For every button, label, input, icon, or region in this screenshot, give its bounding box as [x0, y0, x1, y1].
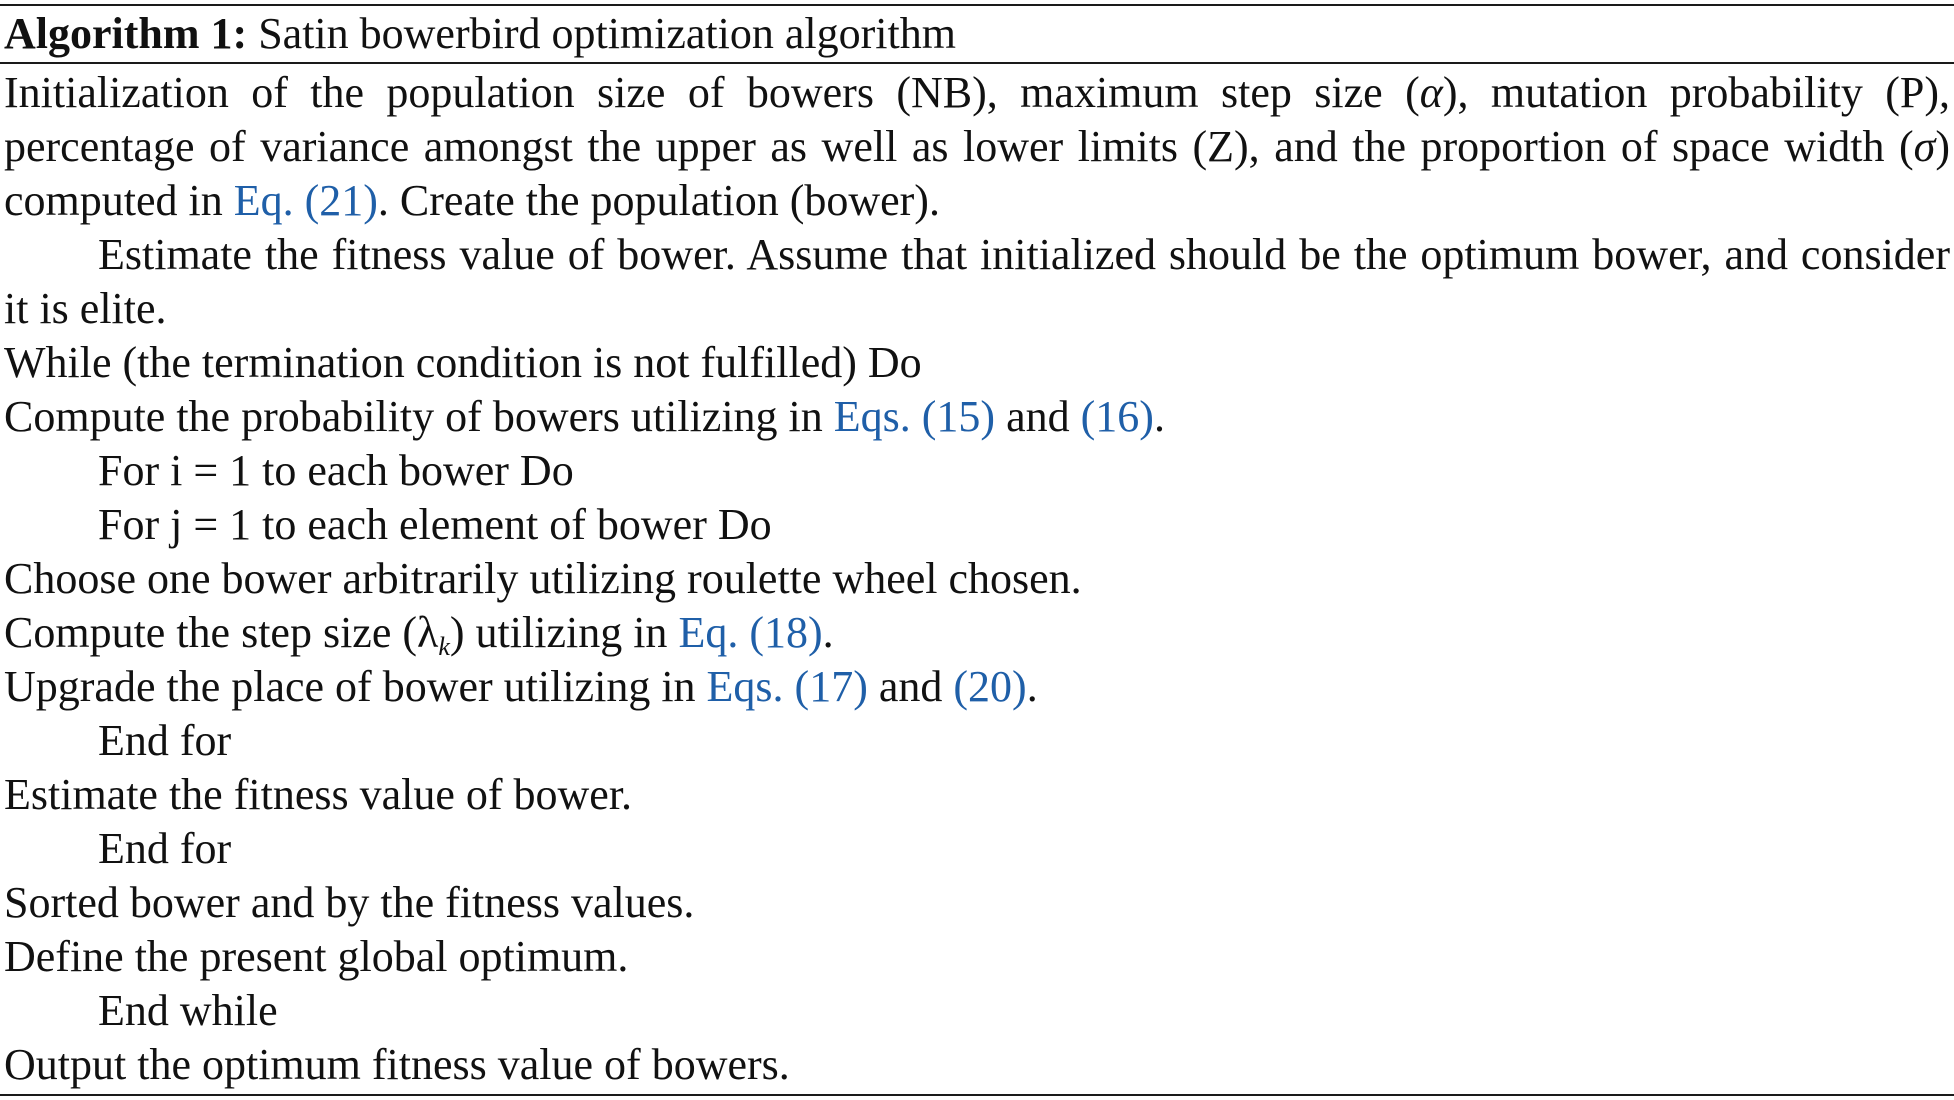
alpha-symbol: α [1419, 68, 1443, 117]
step-choose: Choose one bower arbitrarily utilizing roulette wheel chosen. [4, 554, 1082, 603]
prob-text-2: and [995, 392, 1081, 441]
step-text-2: ) utilizing in [449, 608, 679, 657]
upgrade-text-2: and [867, 662, 954, 711]
step-for-j: For j = 1 to each element of bower Do [98, 500, 772, 549]
step-sorted: Sorted bower and by the fitness values. [4, 878, 695, 927]
algorithm-caption [4, 6, 956, 62]
step-end-for-inner: End for [98, 716, 232, 765]
algorithm-body [4, 66, 1950, 1092]
eq-21-link[interactable]: Eq. (21) [233, 176, 378, 225]
prob-text-3: . [1153, 392, 1165, 441]
step-end-for-outer: End for [98, 824, 232, 873]
init-text-2: ), mutation probability (P), percentage of variance amongst the upper as well as lower limits (Z), and the proportion of space width ( [4, 68, 1950, 171]
sigma-symbol: σ [1913, 122, 1936, 171]
bottom-rule [0, 1094, 1954, 1096]
step-estimate-elite: Estimate the fitness value of bower. Assume that initialized should be the optimum bower, and consider it is elite. [4, 230, 1950, 333]
step-step-size [4, 606, 1950, 660]
step-end-while: End while [98, 986, 278, 1035]
step-probability [4, 390, 1950, 444]
algorithm-title: Satin bowerbird optimization algorithm [258, 9, 956, 58]
step-text-1: Compute the step size (λ [4, 608, 439, 657]
caption-rule [0, 62, 1954, 64]
eq-20-link[interactable]: (20) [953, 662, 1027, 711]
step-estimate: Estimate the fitness value of bower. [4, 770, 633, 819]
step-initialization [4, 66, 1950, 228]
step-text-3: . [822, 608, 834, 657]
init-text-1: Initialization of the population size of bowers (NB), maximum step size ( [4, 68, 1420, 117]
upgrade-text-3: . [1026, 662, 1038, 711]
step-define: Define the present global optimum. [4, 932, 629, 981]
step-for-i: For i = 1 to each bower Do [98, 446, 574, 495]
step-while: While (the termination condition is not fulfilled) Do [4, 338, 922, 387]
eq-18-link[interactable]: Eq. (18) [678, 608, 823, 657]
step-output: Output the optimum fitness value of bowers. [4, 1040, 790, 1089]
lambda-subscript: k [438, 632, 450, 661]
init-text-4: . Create the population (bower). [377, 176, 940, 225]
eqs-17-link[interactable]: Eqs. (17) [706, 662, 868, 711]
init-text-3: ) computed in [4, 122, 1950, 225]
upgrade-text-1: Upgrade the place of bower utilizing in [4, 662, 707, 711]
step-upgrade [4, 660, 1950, 714]
algorithm-label: Algorithm 1: [4, 9, 248, 58]
prob-text-1: Compute the probability of bowers utilizing in [4, 392, 834, 441]
eqs-15-link[interactable]: Eqs. (15) [833, 392, 996, 441]
eq-16-link[interactable]: (16) [1080, 392, 1154, 441]
